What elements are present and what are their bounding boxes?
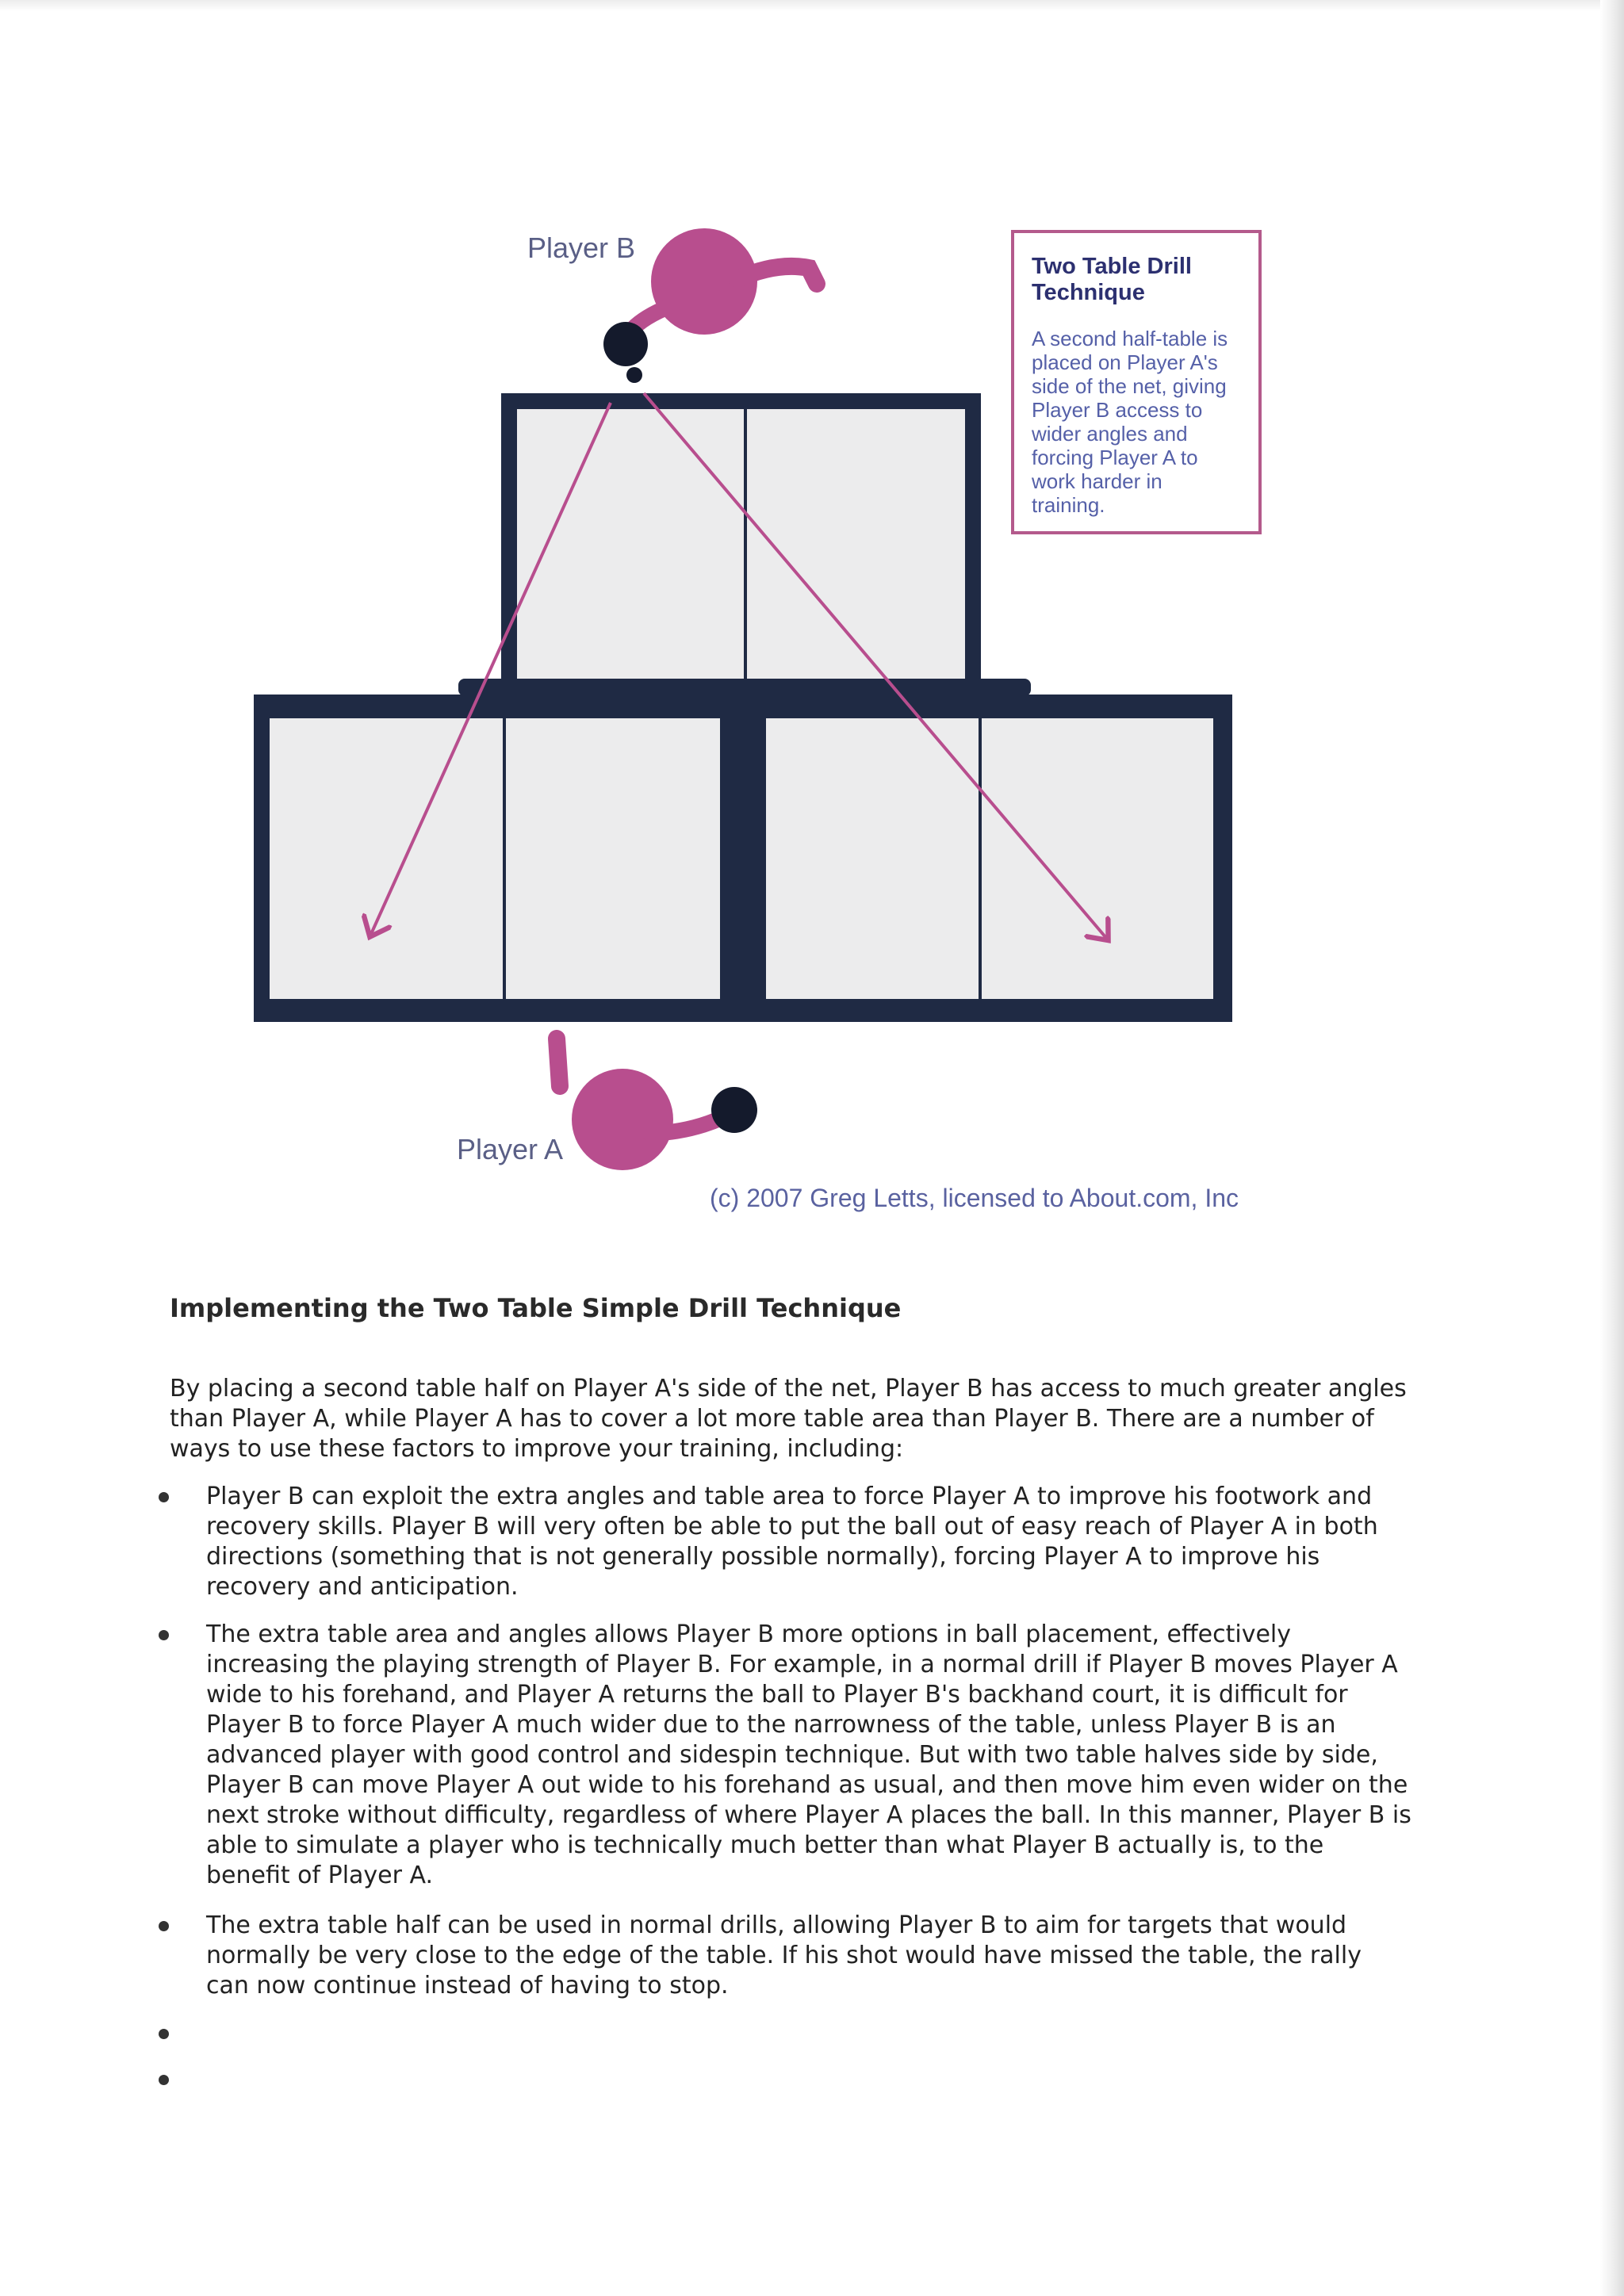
bullet-icon (159, 2029, 169, 2039)
player-a-label: Player A (457, 1133, 564, 1165)
section-heading: Implementing the Two Table Simple Drill Technique (170, 1293, 902, 1323)
info-box-title: Two Table Drill Technique (1032, 254, 1192, 305)
ball-icon (711, 1087, 757, 1133)
top-half-table (501, 393, 981, 687)
list-item-text: The extra table area and angles allows Player B more options in ball placement, effectively increasing the playing strength of Player B. For example, in a normal drill if Player B moves Player A wide to his forehand, and Player A returns the ball to Player B's backhand court, it is difficult for Player B to force Player A much wider due to the narrowness of the table, unless Player B is an advanced player with good control and sidespin technique. But with two table halves side by side, Player B can move Player A out wide to his forehand as usual, and then move him even wider on the next stroke without difficulty, regardless of where Player A places the ball. In this manner, Player B is able to simulate a player who is technically much better than what Player B actually is, to the benefit of Player A. (206, 1621, 1411, 1889)
info-box-text: A second half-table is placed on Player A's side of the net, giving Player B access to wider angles and forcing Player A to work harder in training. (1032, 327, 1228, 517)
bullet-icon (159, 2075, 169, 2085)
bullet-icon (159, 1921, 169, 1931)
list-item (206, 1482, 1411, 1602)
player-b-figure-icon (630, 228, 817, 335)
bullet-icon (159, 1630, 169, 1640)
list-item (206, 1911, 1411, 2001)
info-box (1011, 230, 1262, 534)
ball-icon (603, 322, 648, 366)
list-item-text: Player B can exploit the extra angles and table area to force Player A to improve his footwork and recovery skills. Player B will very often be able to put the ball out of easy reach of Player A in both directions (something that is not generally possible normally), forcing Player A to improve his recovery and anticipation. (206, 1483, 1378, 1601)
net (458, 679, 1031, 696)
list-item (206, 1620, 1411, 1891)
ball-icon (626, 367, 642, 383)
intro-paragraph: By placing a second table half on Player A's side of the net, Player B has access to much greater angles than Player A, while Player A has to cover a lot more table area than Player B. There are a number of ways to use these factors to improve your training, including: (170, 1375, 1407, 1463)
bullet-icon (159, 1492, 169, 1502)
player-a-figure-icon (557, 1039, 722, 1170)
bottom-right-half-table (741, 695, 1232, 1022)
list-item-text: The extra table half can be used in normal drills, allowing Player B to aim for targets that would normally be very close to the edge of the table. If his shot would have missed the table, the rally can now continue instead of having to stop. (206, 1911, 1362, 1999)
bottom-left-half-table (254, 695, 741, 1022)
copyright-notice: (c) 2007 Greg Letts, licensed to About.com, Inc (710, 1184, 1239, 1212)
player-b-label: Player B (527, 232, 636, 264)
